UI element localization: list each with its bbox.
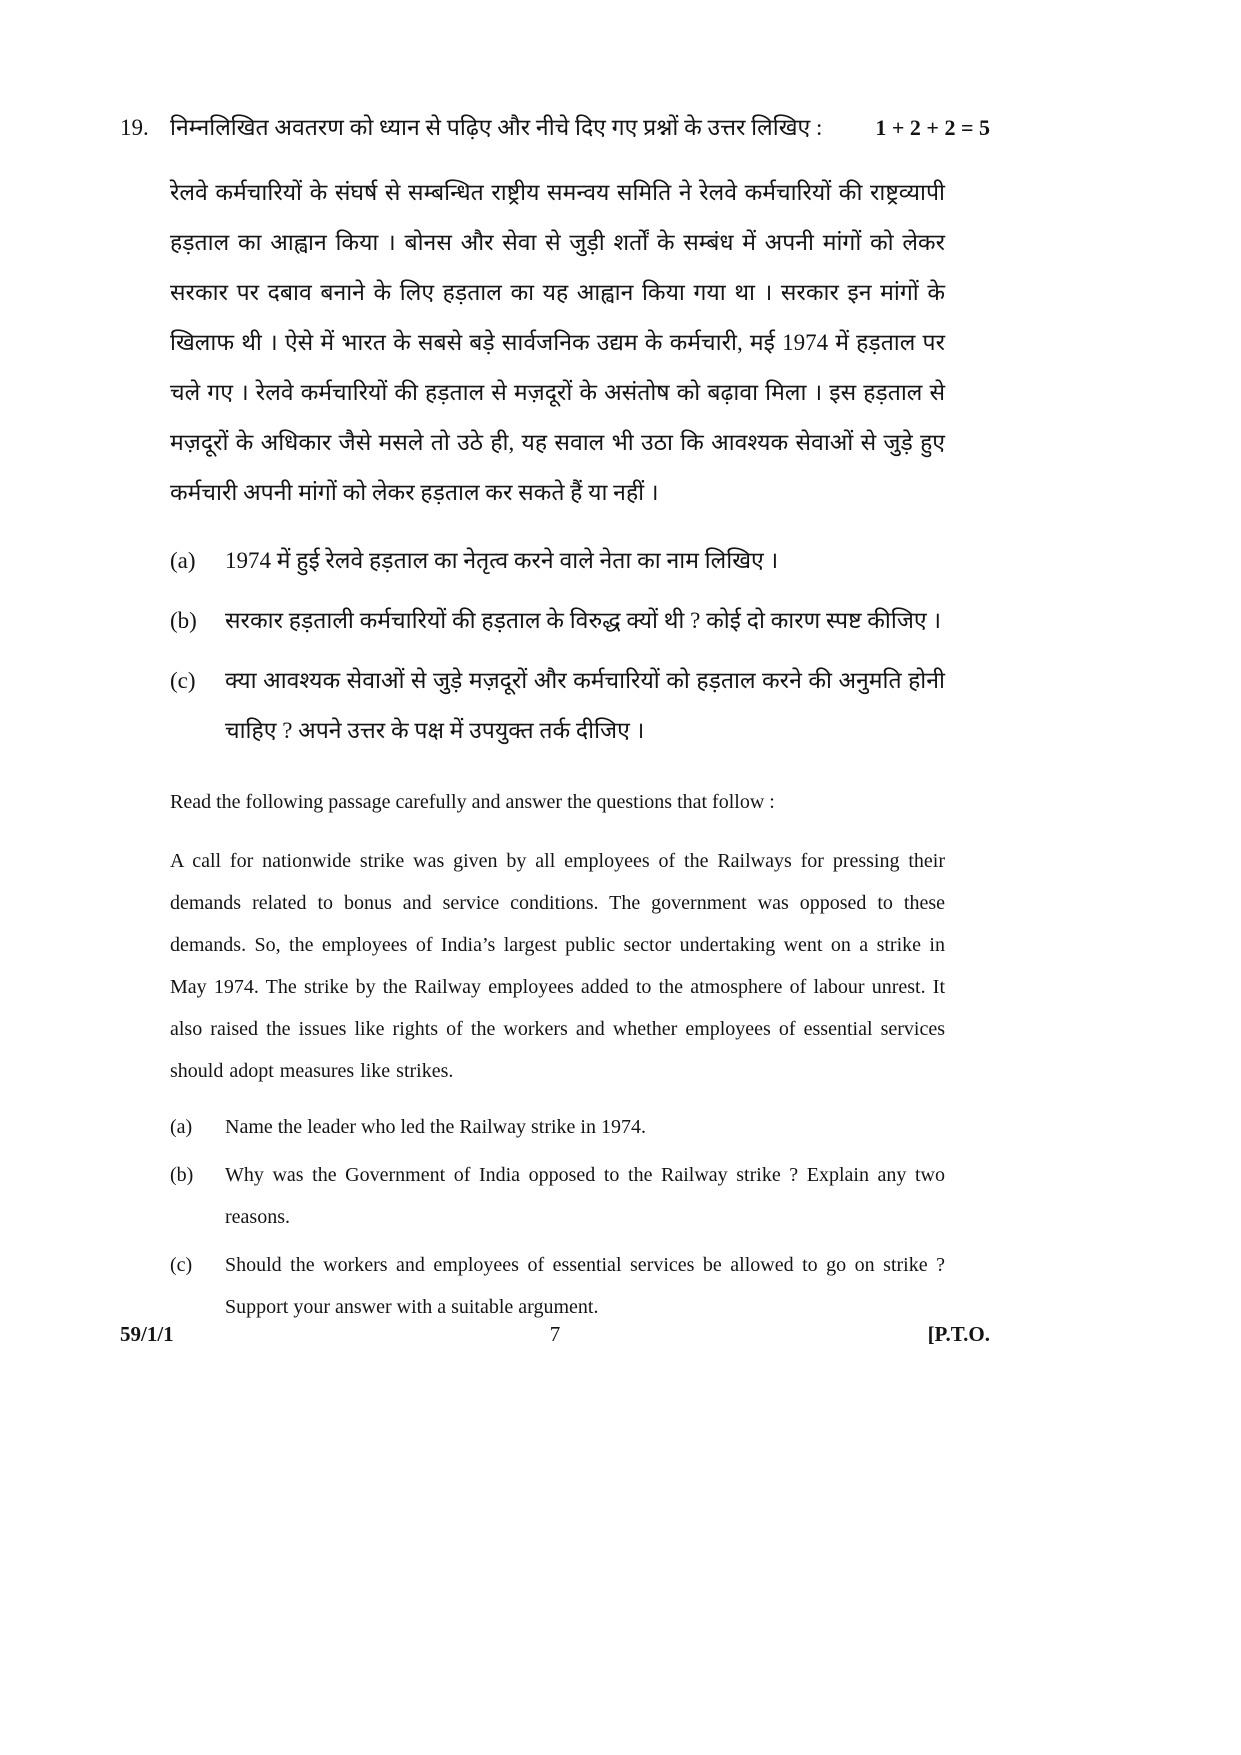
subquestion-text: Why was the Government of India opposed to the Railway strike ? Explain any two reasons. xyxy=(225,1164,945,1228)
question-header xyxy=(120,110,990,146)
subquestion-text: Name the leader who led the Railway strike in 1974. xyxy=(225,1116,646,1138)
pto-label: [P.T.O. xyxy=(927,1322,990,1346)
paper-code: 59/1/1 xyxy=(120,1322,174,1346)
hindi-subquestion-b xyxy=(170,596,945,646)
subquestion-label: (b) xyxy=(170,1164,194,1186)
subquestion-label: (a) xyxy=(170,548,196,573)
question-number: 19. xyxy=(120,115,149,140)
english-subquestion-c xyxy=(170,1244,945,1328)
english-passage: A call for nationwide strike was given by all employees of the Railways for pressing their demands related to bonus and service conditions. The government was opposed to these demands. So, the employees of India’s largest public sector undertaking went on a strike in May 1974. The strike by the Railway employees added to the atmosphere of labour unrest. It also raised the issues like rights of the workers and whether employees of essential services should adopt measures like strikes. xyxy=(170,850,945,1082)
hindi-subquestion-a xyxy=(170,536,945,586)
english-subquestion-a xyxy=(170,1106,945,1148)
subquestion-text: क्या आवश्यक सेवाओं से जुड़े मज़दूरों और कर्मचारियों को हड़ताल करने की अनुमति होनी चाहिए ? अपने उत्तर के पक्ष में उपयुक्त तर्क दीजिए । xyxy=(225,668,945,743)
english-subquestion-b xyxy=(170,1154,945,1238)
hindi-instruction: निम्नलिखित अवतरण को ध्यान से पढ़िए और नीचे दिए गए प्रश्नों के उत्तर लिखिए : xyxy=(170,115,823,140)
english-subquestions xyxy=(170,1106,945,1328)
subquestion-text: सरकार हड़ताली कर्मचारियों की हड़ताल के विरुद्ध क्यों थी ? कोई दो कारण स्पष्ट कीजिए । xyxy=(225,608,942,633)
subquestion-label: (b) xyxy=(170,608,197,633)
hindi-subquestion-c xyxy=(170,656,945,756)
hindi-subquestions xyxy=(170,536,945,756)
subquestion-label: (a) xyxy=(170,1116,193,1138)
marks-scheme: 1 + 2 + 2 = 5 xyxy=(875,115,990,140)
subquestion-text: Should the workers and employees of essential services be allowed to go on strike ? Support your answer with a suitable argument. xyxy=(225,1254,945,1318)
subquestion-label: (c) xyxy=(170,1254,193,1276)
english-instruction: Read the following passage carefully and answer the questions that follow : xyxy=(170,791,775,813)
question-body xyxy=(170,168,945,1328)
hindi-passage: रेलवे कर्मचारियों के संघर्ष से सम्बन्धित राष्ट्रीय समन्वय समिति ने रेलवे कर्मचारियों की राष्ट्रव्यापी हड़ताल का आह्वान किया । बोनस और सेवा से जुड़ी शर्तों के सम्बंध में अपनी मांगों को लेकर सरकार पर दबाव बनाने के लिए हड़ताल का यह आह्वान किया गया था । सरकार इन मांगों के खिलाफ थी । ऐसे में भारत के सबसे बड़े सार्वजनिक उद्यम के कर्मचारी, मई 1974 में हड़ताल पर चले गए । रेलवे कर्मचारियों की हड़ताल से मज़दूरों के असंतोष को बढ़ावा मिला । इस हड़ताल से मज़दूरों के अधिकार जैसे मसले तो उठे ही, यह सवाल भी उठा कि आवश्यक सेवाओं से जुड़े हुए कर्मचारी अपनी मांगों को लेकर हड़ताल कर सकते हैं या नहीं । xyxy=(170,180,945,505)
page-number: 7 xyxy=(549,1322,561,1346)
question-19-block xyxy=(120,110,990,1328)
page-footer xyxy=(120,1320,990,1348)
subquestion-label: (c) xyxy=(170,668,196,693)
subquestion-text: 1974 में हुई रेलवे हड़ताल का नेतृत्व करने वाले नेता का नाम लिखिए । xyxy=(225,548,779,573)
